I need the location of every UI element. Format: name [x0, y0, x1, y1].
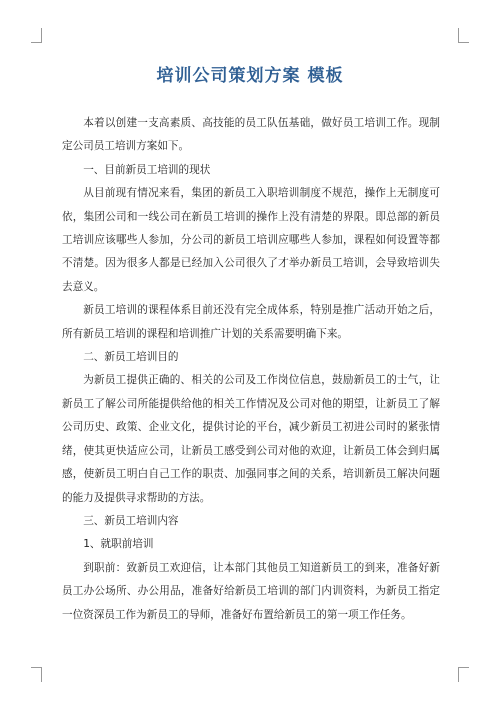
- crop-mark-bottom-left: [31, 667, 42, 682]
- document-body: [62, 112, 440, 627]
- intro-paragraph: 本着以创建一支高素质、高技能的员工队伍基础，做好员工培训工作。现制定公司员工培训方案如下。: [62, 117, 440, 153]
- document-title: 培训公司策划方案 模板: [156, 66, 344, 86]
- paragraph-course-system: 新员工培训的课程体系目前还没有完全成体系，特别是推广活动开始之后，所有新员工培训的课程和培训推广计划的关系需要明确下来。: [62, 304, 440, 340]
- paragraph-pre-employment: 到职前：致新员工欢迎信，让本部门其他员工知道新员工的到来，准备好新员工办公场所、办公用品，准备好给新员工培训的部门内训资料，为新员工指定一位资深员工作为新员工的导师，准备好布置给新员工的第一项工作任务。: [62, 561, 440, 621]
- section-heading-3: 三、新员工培训内容: [83, 514, 179, 527]
- crop-mark-top-right: [458, 28, 469, 43]
- paragraph-current-status: 从目前现有情况来看，集团的新员工入职培训制度不规范，操作上无制度可依，集团公司和一线公司在新员工培训的操作上没有清楚的界限。即总部的新员工培训应该哪些人参加，分公司的新员工培训应哪些人参加，课程如何设置等都不清楚。因为很多人都是已经加入公司很久了才举办新员工培训，会导致培训失去意义。: [62, 187, 440, 293]
- subsection-heading-1: 1、就职前培训: [83, 538, 154, 551]
- crop-mark-top-left: [31, 28, 42, 43]
- section-heading-1: 一、目前新员工培训的现状: [83, 163, 211, 176]
- paragraph-training-goal: 为新员工提供正确的、相关的公司及工作岗位信息，鼓励新员工的士气，让新员工了解公司所能提供给他的相关工作情况及公司对他的期望，让新员工了解公司历史、政策、企业文化，提供讨论的平台，减少新员工初进公司时的紧张情绪，使其更快适应公司，让新员工感受到公司对他的欢迎，让新员工体会到归属感，使新员工明白自己工作的职责、加强同事之间的关系，培训新员工解决问题的能力及提供寻求帮助的方法。: [62, 374, 440, 504]
- section-heading-2: 二、新员工培训目的: [83, 351, 179, 364]
- crop-mark-bottom-right: [458, 667, 469, 682]
